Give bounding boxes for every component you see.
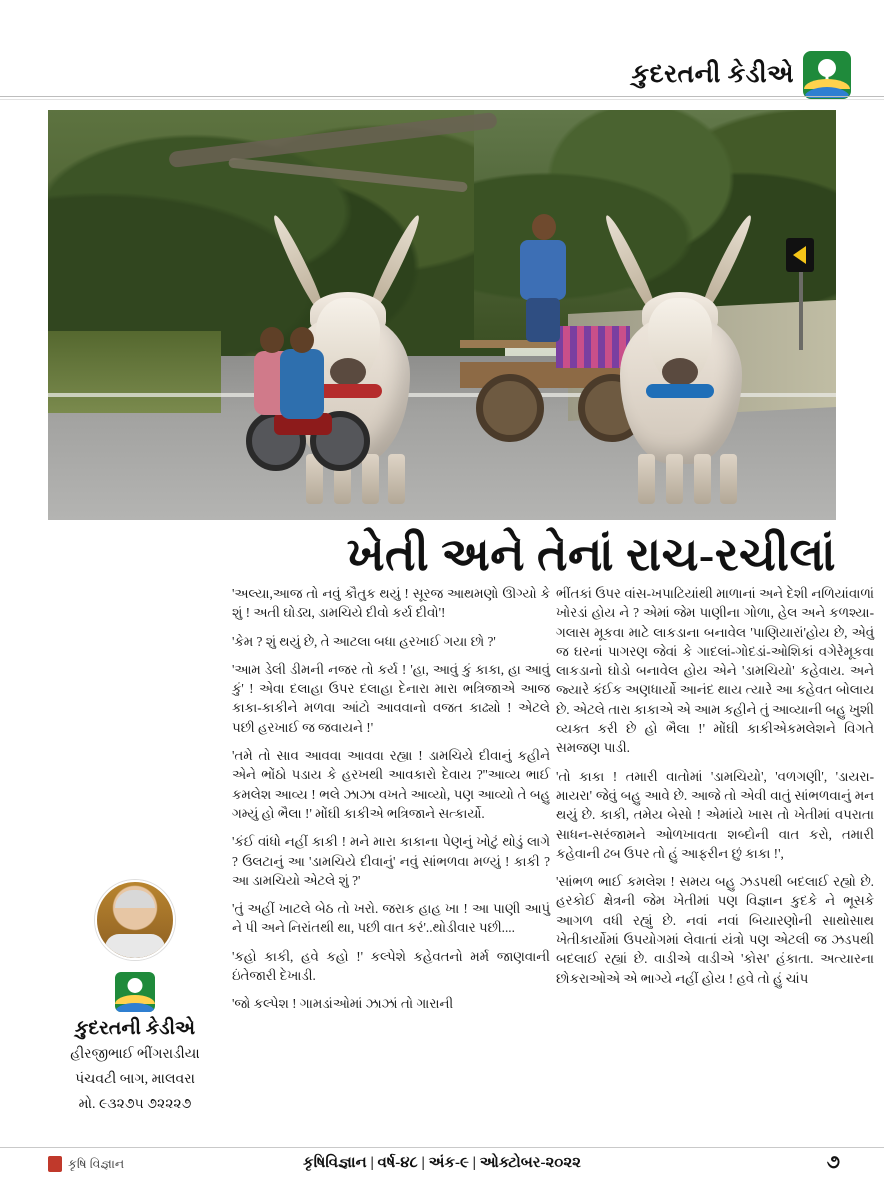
- page-number: ૭: [826, 1152, 840, 1173]
- masthead-title: કુદરતની કેડીએ: [631, 61, 794, 88]
- author-brand: કુદરતની કેડીએ: [74, 1018, 196, 1039]
- ox-leg: [720, 454, 737, 504]
- roadside-grass: [48, 331, 221, 413]
- motorcycle-group: [244, 311, 364, 471]
- header-divider: [0, 96, 884, 97]
- article-photo: [48, 110, 836, 520]
- driver-shirt: [520, 240, 566, 300]
- ox-leg: [388, 454, 405, 504]
- author-avatar: [95, 880, 175, 960]
- tree-icon: [128, 978, 143, 993]
- paragraph: 'તો કાકા ! તમારી વાતોમાં 'ડામચિયો', 'વળગણી', 'ડાયરા-માયરા' જેવું બહુ આવે છે. આજે તો એવી વાતું સાંભળવાનું મન થયું છે. કાકી, તમેય બેસો ! એમાંયે ખાસ તો ખેતીમાં વપરાતા સાધન-સરંજામને ઓળખાવતા શબ્દોની વાત કરો, તમારી કહેવાની ઢબ ઉપર તો હું આફરીન છું કાકા !',: [556, 768, 874, 861]
- footer-issue-line: કૃષિવિજ્ઞાન | વર્ષ-૪૮ | અંક-૯ | ઓક્ટોબર-૨૦૨૨: [303, 1155, 581, 1171]
- header-divider-secondary: [0, 99, 884, 100]
- rider-head: [290, 327, 314, 353]
- cart-driver: [514, 214, 572, 344]
- ox-muzzle: [662, 358, 698, 386]
- page-title: ખેતી અને તેનાં રાચ-રચીલાં: [346, 529, 836, 580]
- wave-blue-icon: [115, 1003, 155, 1012]
- ox-leg: [362, 454, 379, 504]
- cart-wheel-left: [476, 374, 544, 442]
- kudrat-logo-icon: [804, 52, 850, 98]
- driver-head: [532, 214, 556, 240]
- pillion-rider-head: [260, 327, 284, 353]
- ox-collar: [646, 384, 714, 398]
- paragraph: 'જો કલ્પેશ ! ગામડાંઓમાં ઝાઝાં તો ગારાની: [232, 996, 454, 1012]
- author-block: [50, 880, 220, 1115]
- sign-pole: [799, 270, 803, 350]
- page-footer: [0, 1152, 884, 1182]
- paragraph: 'કંઈ વાંધો નહીં કાકી ! મને મારા કાકાના પેણનું ખોટું થોડું લાગે ? ઉલટાનું આ 'ડામચિયે દીવાનું' નવું સાંભળવા મળ્યું ! કાકી ? આ ડામચિયો એટલે શું ?': [232, 834, 550, 888]
- paragraph: ભીંતકાં ઉપર વાંસ-ખપાટિયાંથી માળાનાં અને દેશી નળિયાંવાળાં ખોરડાં હોય ને ? એમાં જેમ પાણીના ગોળા, હેલ અને કળશ્યા-ગલાસ મૂકવા માટે લાકડાના બનાવેલ 'પાણિયારાં'હોય છે, એવું જ ઘરનાં પાગરણ જેવાં કે ગાદલાં-ગોદડાં-ઓશિકાં વગેરેમૂકવા લાકડાનો ઘોડો બનાવેલ હોય એને 'ડામચિયો' કહેવાય. અને જ્યારે કંઈક અણધાર્યો આનંદ થાય ત્યારે આ કહેવત બોલાય છે. એટલે તારા કાકાએ એ આમ કહીને તું આવ્યાની બહુ ખુશી વ્યક્ત કરી છે હો ભૈલા !' મોંઘી કાકીએકમલેશને વિગતે સમજણ પાડી.: [556, 586, 874, 756]
- rider-body: [280, 349, 324, 419]
- paragraph: 'અલ્યા,આજ તો નવું કૌતુક થયું ! સૂરજ આથમણો ઊગ્યો કે શું ! અતી ઘોડ્ય, ડામચિયે દીવો કર્ય દીવો'!: [232, 586, 550, 621]
- kudrat-logo-icon-small: [115, 972, 155, 1012]
- avatar-hair: [115, 890, 155, 908]
- ox-right: [608, 239, 758, 504]
- driver-legs: [526, 298, 560, 342]
- ox-leg: [694, 454, 711, 504]
- paragraph: 'આમ ડેલી ડીમની નજર તો કર્ય ! 'હા, આવું કું કાકા, હા આવું કું' ! એવા દલાહા ઉપર દલાહા દેનારા મારા ભત્રિજાએ આજ કાકા-કાકીને મળવા આંટો આવવાનો વજત કાઢ્યો ! એટલે પછી હરખાઈ જ જવાયને !': [232, 661, 550, 735]
- paragraph: 'કેમ ? શું થયું છે, તે આટલા બધા હરખાઈ ગયા છો ?': [232, 633, 496, 649]
- ox-leg: [638, 454, 655, 504]
- paragraph: 'કહો કાકી, હવે કહો !' કલ્પેશે કહેવતનો મર્મ જાણવાની ઇંતેજારી દેખાડી.: [232, 948, 550, 984]
- author-address: પંચવટી બાગ, માલવરા: [75, 1072, 195, 1087]
- chevron-sign-icon: [786, 238, 814, 272]
- author-name: હીરજીભાઈ ભીંગરાડીયા: [70, 1047, 200, 1062]
- paragraph: 'તું અહીં ખાટલે બેઠ તો ખરો. જરાક હાહ ખા ! આ પાણી આપું ને પી અને નિરાંતથી થા, પછી વાત કરં'..થોડીવાર પછી....: [232, 901, 550, 936]
- article-column-left: [232, 584, 550, 1023]
- footer-divider: [0, 1147, 884, 1148]
- paragraph: 'સાંભળ ભાઈ કમલેશ ! સમય બહુ ઝડપથી બદલાઈ રહ્યો છે. હરકોઈ ક્ષેત્રની જેમ ખેતીમાં પણ વિજ્ઞાન કુદકે ને ભૂસકે આગળ વધી રહ્યું છે. નવાં નવાં બિયારણોની સાથોસાથ ખેતીકાર્યોમાં ઉપયોગમાં લેવાતાં યંત્રો પણ એટલી જ ઝડપથી બદલાઈ રહ્યાં છે. વાડીએ વાડીએ 'કોસ' હંકાતા. અત્યારના છોકરાઓએ એ ભાગ્યે નહીં હોય ! હવે તો હું ચાંપ: [556, 874, 874, 986]
- article-column-right: [556, 584, 874, 997]
- ox-leg: [666, 454, 683, 504]
- avatar-shirt: [105, 934, 165, 958]
- author-phone: મો. ૯૩૨૭૫ ૭૨૨૨૭: [78, 1097, 192, 1112]
- masthead: [631, 52, 850, 98]
- footer-left-label: કૃષિ વિજ્ઞાન: [68, 1156, 125, 1171]
- paragraph: 'તમે તો સાવ આવવા આવવા રહ્યા ! ડામચિયે દીવાનું કહીને એને ભોંઠો પડાય કે હરખથી આવકારો દેવાય ?''આવ્ય ભાઈ કમલેશ આવ્ય ! ભલે ઝાઝા વખતે આવ્યો, પણ આવ્યો તે બહુ ગમ્યું હો ભૈલા !' મોંઘી કાકીએ ભત્રિજાને સત્કાર્યો.: [232, 748, 550, 821]
